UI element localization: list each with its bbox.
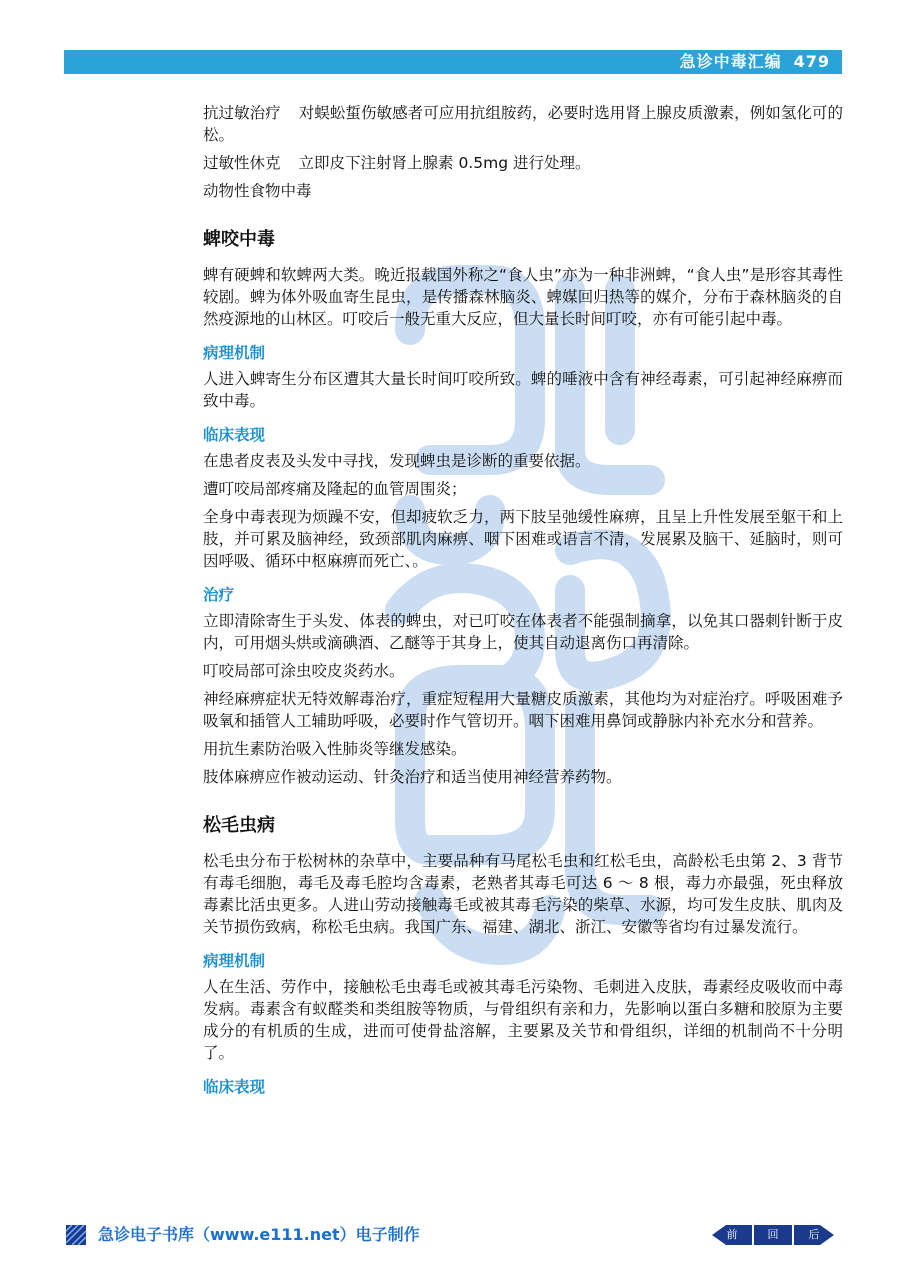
page-navigation — [712, 1222, 838, 1248]
paragraph-animal-food: 动物性食物中毒 — [203, 182, 312, 200]
paragraph-tick-clinical-2: 遭叮咬局部疼痛及隆起的血管周围炎； — [203, 480, 467, 498]
paragraph-tick-treatment-4: 用抗生素防治吸入性肺炎等继发感染。 — [203, 740, 467, 758]
header-bar — [64, 50, 842, 74]
paragraph-pine-intro: 松毛虫分布于松树林的杂草中，主要品种有马尾松毛虫和红松毛虫，高龄松毛虫第 2、3 背节有毒毛细胞，毒毛及毒毛腔均含毒素，老熟者其毒毛可达 6 ～ 8 根，毒力亦最强，死虫释放毒素比活虫更多。人进山劳动接触毒毛或被其毒毛污染的柴草、水源，均可发生皮肤、肌肉及关节损伤致病，称松毛虫病。我国广东、福建、湖北、浙江、安徽等省均有过暴发流行。 — [203, 852, 843, 936]
page-number: 479 — [793, 52, 830, 71]
paragraph-tick-clinical-3: 全身中毒表现为烦躁不安，但却疲软乏力，两下肢呈弛缓性麻痹，且呈上升性发展至躯干和上肢，并可累及脑神经，致颈部肌肉麻痹、咽下困难或语言不清，发展累及脑干、延脑时，则可因呼吸、循环中枢麻痹而死亡、。 — [203, 508, 843, 570]
ebook-logo-icon — [64, 1223, 88, 1247]
section-title-pine-caterpillar: 松毛虫病 — [203, 815, 275, 836]
paragraph-tick-treatment-5: 肢体麻痹应作被动运动、针灸治疗和适当使用神经营养药物。 — [203, 768, 622, 786]
paragraph-text: 立即皮下注射肾上腺素 0.5mg 进行处理。 — [298, 154, 591, 172]
paragraph-tick-pathology: 人进入蜱寄生分布区遭其大量长时间叮咬所致。蜱的唾液中含有神经毒素，可引起神经麻痹而致中毒。 — [203, 370, 843, 410]
subheading-treatment: 治疗 — [203, 586, 235, 604]
paragraph-tick-treatment-3: 神经麻痹症状无特效解毒治疗，重症短程用大量糖皮质激素，其他均为对症治疗。呼吸困难予吸氧和插管人工辅助呼吸，必要时作气管切开。咽下困难用鼻饲或静脉内补充水分和营养。 — [203, 690, 843, 730]
term-label: 抗过敏治疗 — [203, 104, 281, 122]
paragraph-pine-pathology: 人在生活、劳作中，接触松毛虫毒毛或被其毒毛污染物、毛刺进入皮肤，毒素经皮吸收而中毒发病。毒素含有蚁醛类和类组胺等物质，与骨组织有亲和力，先影响以蛋白多糖和胶原为主要成分的有机质的生成，进而可使骨盐溶解，主要累及关节和骨组织，详细的机制尚不十分明了。 — [203, 978, 843, 1062]
return-button[interactable] — [754, 1225, 792, 1245]
subheading-pathology: 病理机制 — [203, 344, 266, 362]
next-page-label: 后 — [808, 1228, 820, 1241]
subheading-pathology: 病理机制 — [203, 952, 266, 970]
page-content — [203, 102, 843, 1102]
subheading-clinical: 临床表现 — [203, 1078, 266, 1096]
return-label: 回 — [767, 1228, 779, 1241]
book-title: 急诊中毒汇编 — [679, 52, 782, 71]
paragraph-tick-intro: 蜱有硬蜱和软蜱两大类。晚近报载国外称之“食人虫”亦为一种非洲蜱，“食人虫”是形容其毒性较剧。蜱为体外吸血寄生昆虫，是传播森林脑炎、蜱媒回归热等的媒介，分布于森林脑炎的自然疫源地的山林区。叮咬后一般无重大反应，但大量长时间叮咬，亦有可能引起中毒。 — [203, 266, 843, 328]
section-title-tick-bite: 蜱咬中毒 — [203, 229, 275, 250]
previous-page-button[interactable] — [712, 1224, 752, 1246]
paragraph-text: 对蜈蚣蜇伤敏感者可应用抗组胺药，必要时选用肾上腺皮质激素，例如氢化可的松。 — [203, 104, 843, 144]
subheading-clinical: 临床表现 — [203, 426, 266, 444]
previous-page-label: 前 — [726, 1228, 738, 1241]
paragraph-tick-clinical-1: 在患者皮表及头发中寻找，发现蜱虫是诊断的重要依据。 — [203, 452, 591, 470]
paragraph-tick-treatment-1: 立即清除寄生于头发、体表的蜱虫，对已叮咬在体表者不能强制摘拿，以免其口器刺针断于皮内，可用烟头烘或滴碘酒、乙醚等于其身上，使其自动退离伤口再清除。 — [203, 612, 843, 652]
paragraph-tick-treatment-2: 叮咬局部可涂虫咬皮炎药水。 — [203, 662, 405, 680]
paragraph-anaphylactic-shock — [203, 152, 843, 174]
term-label: 过敏性休克 — [203, 154, 281, 172]
running-header — [680, 51, 830, 73]
footer — [64, 1222, 844, 1248]
next-page-button[interactable] — [794, 1224, 834, 1246]
footer-credit: 急诊电子书库（www.e111.net）电子制作 — [98, 1225, 420, 1244]
paragraph-anti-allergy — [203, 102, 843, 146]
